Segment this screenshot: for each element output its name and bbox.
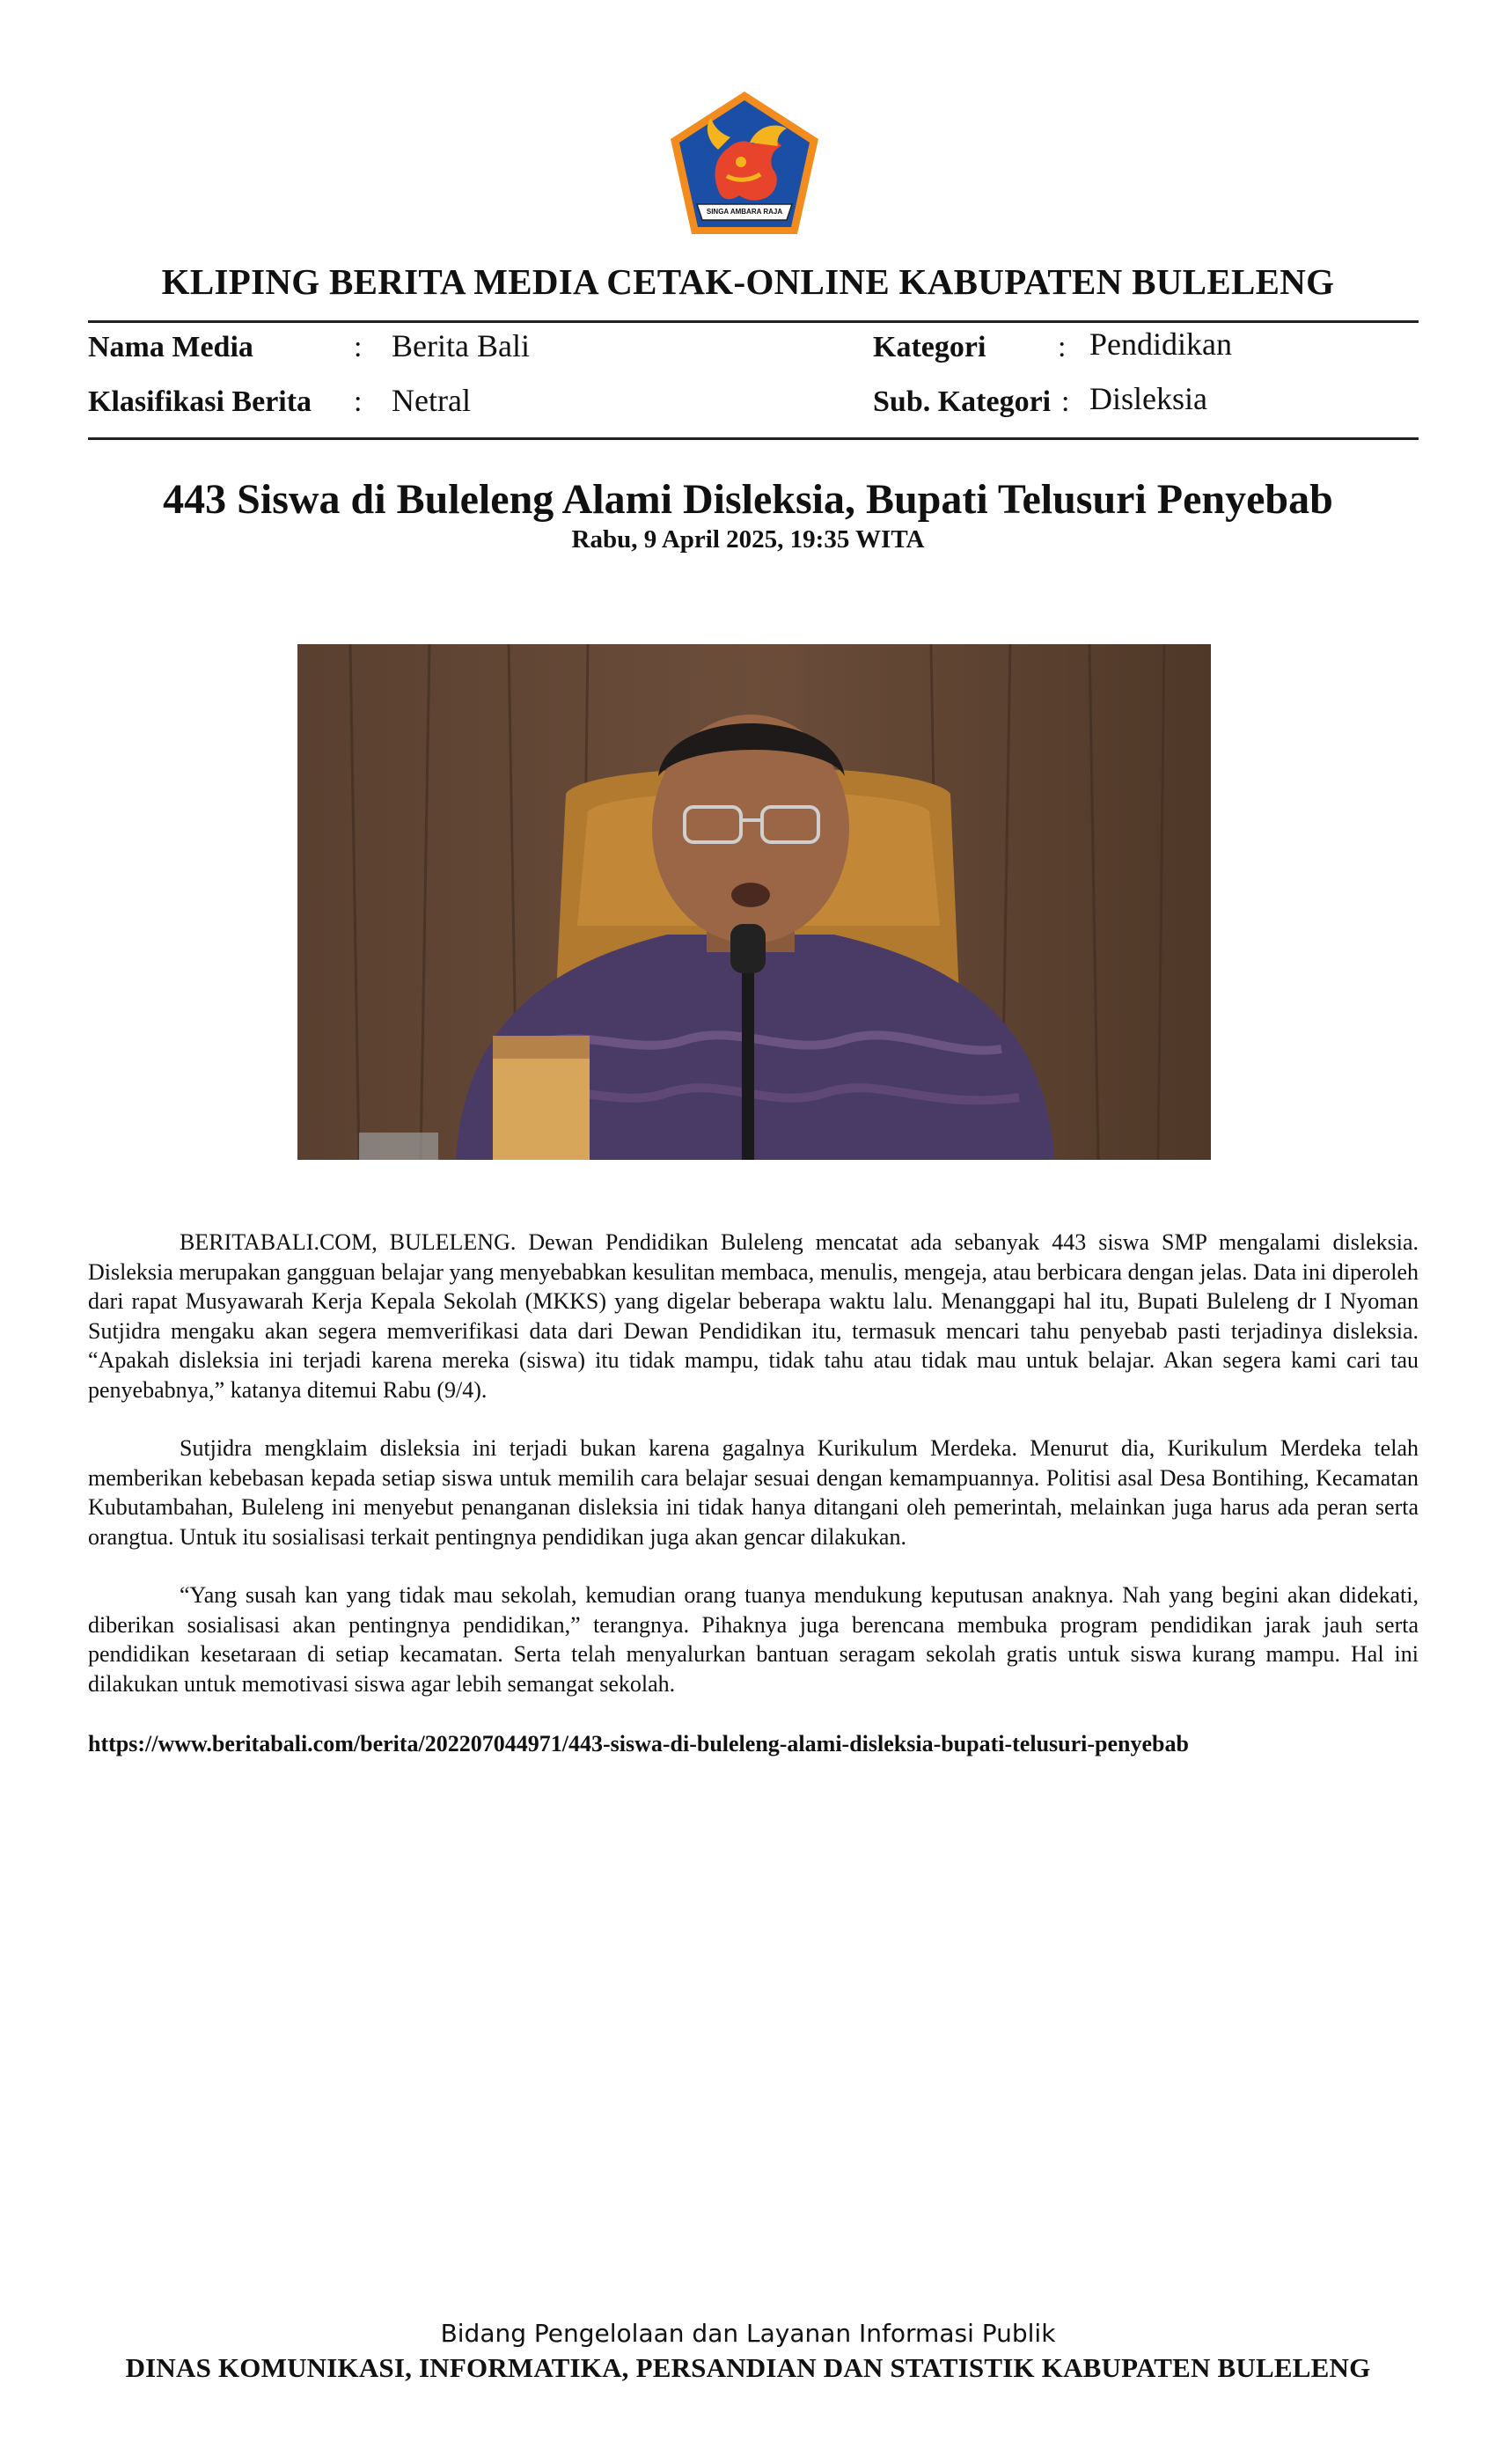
footer-agency: DINAS KOMUNIKASI, INFORMATIKA, PERSANDIAN DAN STATISTIK KABUPATEN BULELENG	[125, 2352, 1371, 2383]
document-title: KLIPING BERITA MEDIA CETAK-ONLINE KABUPATEN BULELENG	[161, 261, 1335, 302]
klasifikasi-label: Klasifikasi Berita	[88, 385, 312, 418]
article-paragraph-1: BERITABALI.COM, BULELENG. Dewan Pendidikan Buleleng mencatat ada sebanyak 443 siswa SMP mengalami disleksia. Disleksia merupakan gangguan belajar yang menyebabkan kesulitan membaca, menulis, mengeja, atau berbicara dengan jelas. Data ini diperoleh dari rapat Musyawarah Kerja Kepala Sekolah (MKKS) yang digelar beberapa waktu lalu. Menanggapi hal itu, Bupati Buleleng dr I Nyoman Sutjidra mengaku akan segera memverifikasi data dari Dewan Pendidikan itu, termasuk mencari tahu penyebab pasti terjadinya disleksia. “Apakah disleksia ini terjadi karena mereka (siswa) itu tidak mampu, tidak tahu atau tidak mau untuk belajar. Akan segera kami cari tau penyebabnya,” katanya ditemui Rabu (9/4).	[88, 1229, 1419, 1403]
kategori-label: Kategori	[873, 331, 986, 363]
article-body	[88, 1228, 1419, 1727]
article-date: Rabu, 9 April 2025, 19:35 WITA	[571, 525, 925, 554]
article-paragraph-3: “Yang susah kan yang tidak mau sekolah, kemudian orang tuanya mendukung keputusan anaknya. Nah yang begini akan didekati, diberikan sosialisasi akan pentingnya pendidikan,” terangnya. Pihaknya juga berencana membuka program pendidikan jarak jauh serta pendidikan kesetaraan di setiap kecamatan. Serta telah menyalurkan bantuan seragam sekolah gratis untuk siswa kurang mampu. Hal ini dilakukan untuk memotivasi siswa agar lebih semangat sekolah.	[88, 1582, 1419, 1697]
article-paragraph-2: Sutjidra mengklaim disleksia ini terjadi bukan karena gagalnya Kurikulum Merdeka. Menurut dia, Kurikulum Merdeka telah memberikan kebebasan kepada setiap siswa untuk memilih cara belajar sesuai dengan kemampuannya. Politisi asal Desa Bontihing, Kecamatan Kubutambahan, Buleleng ini menyebut penanganan disleksia ini tidak hanya ditangani oleh pemerintah, melainkan juga harus ada peran serta orangtua. Untuk itu sosialisasi terkait pentingnya pendidikan juga akan gencar dilakukan.	[88, 1435, 1419, 1550]
media-colon: :	[354, 331, 363, 363]
kategori-value: Pendidikan	[1089, 326, 1232, 362]
subkategori-label: Sub. Kategori	[873, 385, 1052, 418]
subkategori-value: Disleksia	[1089, 381, 1207, 416]
logo-ribbon-text: SINGA AMBARA RAJA	[706, 208, 783, 216]
media-value: Berita Bali	[392, 328, 530, 363]
source-link[interactable]: https://www.beritabali.com/berita/202207044971/443-siswa-di-buleleng-alami-disleksia-bupati-telusuri-penyebab	[88, 1731, 1189, 1756]
singa-ambara-raja-emblem-icon	[665, 88, 824, 238]
media-label: Nama Media	[88, 331, 253, 363]
kategori-colon: :	[1058, 331, 1067, 363]
subkategori-colon: :	[1061, 385, 1070, 418]
footer-unit: Bidang Pengelolaan dan Layanan Informasi Publik	[440, 2319, 1056, 2348]
header-divider-top	[88, 320, 1419, 323]
header-divider-bottom	[88, 437, 1419, 440]
article-headline: 443 Siswa di Buleleng Alami Disleksia, Bupati Telusuri Penyebab	[163, 476, 1333, 523]
klasifikasi-colon: :	[354, 385, 363, 418]
klasifikasi-value: Netral	[392, 383, 471, 418]
article-photo	[297, 644, 1211, 1160]
